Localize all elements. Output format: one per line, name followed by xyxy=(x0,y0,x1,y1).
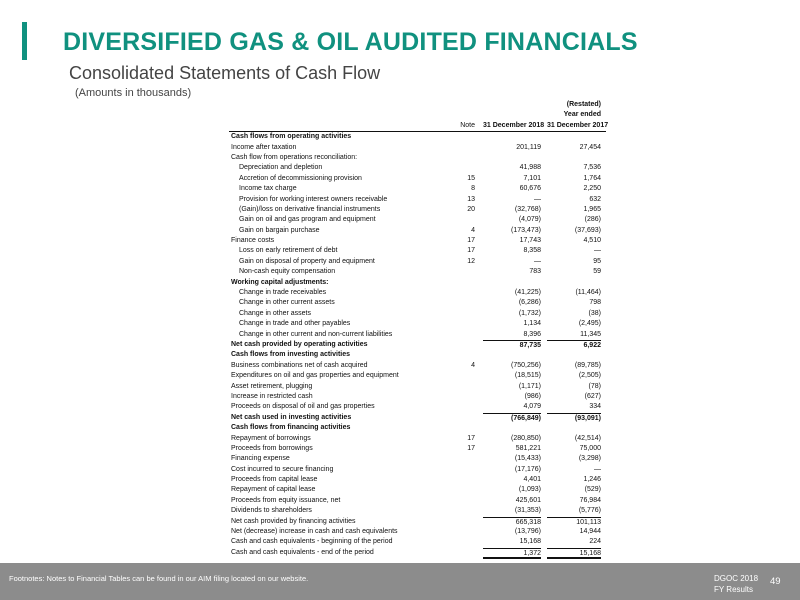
y2017-column-header: 31 December 2017 xyxy=(547,121,609,129)
row-label: Proceeds from borrowings xyxy=(231,444,313,452)
table-row xyxy=(229,475,606,485)
row-value-2017: 1,246 xyxy=(583,476,601,484)
table-row xyxy=(229,236,606,246)
row-label: Expenditures on oil and gas properties and equipment xyxy=(231,372,399,380)
row-value-2017: 798 xyxy=(589,299,601,307)
row-value-2018: — xyxy=(534,257,541,265)
row-value-2017: 75,000 xyxy=(579,444,601,452)
row-value-2017: 632 xyxy=(589,195,601,203)
table-row xyxy=(229,257,606,267)
table-row xyxy=(229,340,606,350)
row-value-2018: (1,171) xyxy=(518,382,541,390)
table-row xyxy=(229,444,606,454)
row-value-2017: 4,510 xyxy=(583,237,601,245)
table-row xyxy=(229,278,606,288)
row-value-2017: (286) xyxy=(584,216,601,224)
row-label: Non-cash equity compensation xyxy=(239,268,336,276)
row-value-2018: 1,372 xyxy=(483,548,541,559)
row-value-2017: (2,505) xyxy=(578,372,601,380)
row-value-2017: (11,464) xyxy=(575,289,601,297)
row-label: Dividends to shareholders xyxy=(231,507,312,515)
row-value-2017: 1,764 xyxy=(583,174,601,182)
row-value-2017: (78) xyxy=(588,382,601,390)
row-value-2017: (529) xyxy=(584,486,601,494)
row-label: Accretion of decommissioning provision xyxy=(239,174,362,182)
table-row xyxy=(229,298,606,308)
row-value-2017: (42,514) xyxy=(574,434,601,442)
restated-label: (Restated) xyxy=(566,101,601,108)
table-row xyxy=(229,402,606,412)
cash-flow-table xyxy=(229,100,609,558)
row-note: 15 xyxy=(467,174,475,182)
row-value-2018: (31,353) xyxy=(514,507,541,515)
table-row xyxy=(229,548,606,558)
row-value-2018: 60,676 xyxy=(519,185,541,193)
row-label: Proceeds from equity issuance, net xyxy=(231,496,341,504)
row-label: Repayment of capital lease xyxy=(231,486,316,494)
row-value-2017: (38) xyxy=(588,309,601,317)
table-row xyxy=(229,246,606,256)
table-row xyxy=(229,215,606,225)
row-value-2018: (18,515) xyxy=(514,372,541,380)
row-note: 17 xyxy=(467,237,475,245)
table-row xyxy=(229,267,606,277)
table-row xyxy=(229,163,606,173)
table-row xyxy=(229,319,606,329)
row-label: Depreciation and depletion xyxy=(239,164,323,172)
row-value-2018: 4,079 xyxy=(523,403,541,411)
row-value-2018: (6,286) xyxy=(518,299,541,307)
table-row xyxy=(229,506,606,516)
table-row xyxy=(229,205,606,215)
table-row xyxy=(229,143,606,153)
row-label: Asset retirement, plugging xyxy=(231,382,313,390)
row-label: Net cash provided by financing activities xyxy=(231,517,356,525)
row-value-2017: 11,345 xyxy=(580,330,601,338)
row-value-2018: (17,176) xyxy=(514,465,541,473)
row-label: Proceeds on disposal of oil and gas properties xyxy=(231,403,375,411)
row-value-2018: 17,743 xyxy=(519,237,541,245)
row-note: 4 xyxy=(471,361,475,369)
row-value-2018: 783 xyxy=(529,268,541,276)
units-note: (Amounts in thousands) xyxy=(75,87,192,99)
row-label: Financing expense xyxy=(231,455,290,463)
row-label: Gain on bargain purchase xyxy=(239,226,320,234)
row-label: Change in other current and non-current liabilities xyxy=(239,330,393,338)
row-value-2017: 2,250 xyxy=(583,185,601,193)
row-label: Cash flows from financing activities xyxy=(231,424,351,432)
table-row xyxy=(229,517,606,527)
table-row xyxy=(229,413,606,423)
title-accent-bar xyxy=(22,22,27,60)
footer-brand-line2: FY Results xyxy=(714,585,753,594)
table-row xyxy=(229,392,606,402)
row-label: Cash flow from operations reconciliation: xyxy=(231,153,358,161)
row-value-2017: 15,168 xyxy=(547,548,601,559)
row-label: Income tax charge xyxy=(239,185,297,193)
table-row xyxy=(229,184,606,194)
row-value-2018: (13,796) xyxy=(514,528,541,536)
table-row xyxy=(229,153,606,163)
row-note: 12 xyxy=(467,257,475,265)
footer-brand xyxy=(714,573,758,595)
note-column-header: Note xyxy=(460,121,475,129)
row-value-2018: 581,221 xyxy=(515,444,541,452)
row-label: Repayment of borrowings xyxy=(231,434,311,442)
row-label: Cost incurred to secure financing xyxy=(231,465,334,473)
row-value-2017: 14,944 xyxy=(579,528,601,536)
row-value-2018: (32,768) xyxy=(514,205,541,213)
row-value-2018: — xyxy=(534,195,541,203)
row-note: 4 xyxy=(471,226,475,234)
row-value-2018: (280,850) xyxy=(511,434,541,442)
restated-header-row xyxy=(229,100,606,110)
page-number: 49 xyxy=(770,576,781,587)
row-value-2017: (3,298) xyxy=(578,455,601,463)
row-note: 17 xyxy=(467,444,475,452)
row-value-2018: (15,433) xyxy=(514,455,541,463)
row-label: Net cash provided by operating activities xyxy=(231,340,368,348)
row-value-2018: 201,119 xyxy=(516,143,541,151)
table-row xyxy=(229,195,606,205)
table-row xyxy=(229,485,606,495)
row-label: Provision for working interest owners receivable xyxy=(239,195,388,203)
row-value-2018: (1,093) xyxy=(518,486,541,494)
table-row xyxy=(229,288,606,298)
row-label: Change in other assets xyxy=(239,309,311,317)
row-label: Cash and cash equivalents - end of the period xyxy=(231,548,374,556)
row-value-2018: (750,256) xyxy=(511,361,541,369)
row-value-2018: (173,473) xyxy=(511,226,541,234)
row-label: Change in trade receivables xyxy=(239,289,327,297)
table-row xyxy=(229,465,606,475)
row-value-2018: 87,735 xyxy=(483,340,541,351)
table-row xyxy=(229,361,606,371)
table-row xyxy=(229,226,606,236)
row-label: (Gain)/loss on derivative financial instruments xyxy=(239,205,381,213)
row-value-2017: — xyxy=(594,465,601,473)
row-value-2018: (766,849) xyxy=(483,413,541,424)
row-value-2018: 8,358 xyxy=(523,247,541,255)
row-value-2017: — xyxy=(594,247,601,255)
row-value-2018: 15,168 xyxy=(519,538,541,546)
row-label: Change in trade and other payables xyxy=(239,320,351,328)
row-value-2018: 425,601 xyxy=(515,496,541,504)
row-value-2017: 6,922 xyxy=(547,340,601,351)
row-label: Finance costs xyxy=(231,237,275,245)
row-label: Loss on early retirement of debt xyxy=(239,247,338,255)
row-value-2017: 334 xyxy=(589,403,601,411)
page-subtitle: Consolidated Statements of Cash Flow xyxy=(69,63,381,83)
table-row xyxy=(229,454,606,464)
table-row xyxy=(229,330,606,340)
table-row xyxy=(229,496,606,506)
row-value-2017: 76,984 xyxy=(579,496,601,504)
row-value-2018: 41,988 xyxy=(519,164,541,172)
row-value-2017: (5,776) xyxy=(578,507,601,515)
row-label: Proceeds from capital lease xyxy=(231,476,318,484)
row-value-2017: (627) xyxy=(584,392,601,400)
page-title: DIVERSIFIED GAS & OIL AUDITED FINANCIALS xyxy=(63,28,638,56)
footnote-text: Footnotes: Notes to Financial Tables can be found in our AIM filing located on our website. xyxy=(9,574,309,583)
table-row xyxy=(229,537,606,547)
row-note: 17 xyxy=(467,434,475,442)
row-value-2018: (41,225) xyxy=(514,289,541,297)
row-value-2017: 101,113 xyxy=(547,517,601,528)
footer-bar xyxy=(0,563,800,600)
row-label: Gain on disposal of property and equipment xyxy=(239,257,375,265)
row-label: Gain on oil and gas program and equipment xyxy=(239,216,376,224)
row-value-2018: (1,732) xyxy=(518,309,541,317)
row-value-2017: 27,454 xyxy=(579,143,601,151)
year-ended-label: Year ended xyxy=(563,111,601,119)
row-value-2017: (37,693) xyxy=(574,226,601,234)
row-label: Net cash used in investing activities xyxy=(231,413,352,421)
table-row xyxy=(229,434,606,444)
y2018-column-header: 31 December 2018 xyxy=(483,121,545,129)
table-row xyxy=(229,350,606,360)
table-row xyxy=(229,371,606,381)
row-label: Income after taxation xyxy=(231,143,297,151)
row-value-2017: 1,965 xyxy=(583,205,601,213)
table-row xyxy=(229,174,606,184)
row-value-2017: 224 xyxy=(589,538,601,546)
row-note: 13 xyxy=(467,195,475,203)
row-label: Business combinations net of cash acquired xyxy=(231,361,368,369)
row-value-2017: 59 xyxy=(593,268,601,276)
row-label: Cash and cash equivalents - beginning of the period xyxy=(231,538,393,546)
column-header-row xyxy=(229,121,609,132)
row-note: 8 xyxy=(471,185,475,193)
year-ended-header-row xyxy=(229,110,606,120)
row-value-2018: 1,134 xyxy=(523,320,541,328)
row-value-2017: 7,536 xyxy=(583,164,601,172)
row-value-2018: 8,396 xyxy=(523,330,541,338)
table-row xyxy=(229,132,606,142)
row-label: Cash flows from operating activities xyxy=(231,133,352,141)
row-value-2018: (986) xyxy=(524,392,541,400)
table-row xyxy=(229,423,606,433)
row-label: Change in other current assets xyxy=(239,299,335,307)
row-label: Net (decrease) increase in cash and cash equivalents xyxy=(231,528,398,536)
table-row xyxy=(229,527,606,537)
row-value-2018: 4,401 xyxy=(523,476,541,484)
row-value-2018: 7,101 xyxy=(523,174,541,182)
row-value-2017: 95 xyxy=(593,257,601,265)
row-note: 20 xyxy=(467,205,475,213)
row-value-2017: (93,091) xyxy=(547,413,601,424)
row-label: Cash flows from investing activities xyxy=(231,351,351,359)
table-row xyxy=(229,309,606,319)
row-value-2017: (89,785) xyxy=(574,361,601,369)
table-row xyxy=(229,382,606,392)
row-value-2018: 665,318 xyxy=(483,517,541,528)
row-value-2018: (4,079) xyxy=(518,216,541,224)
row-value-2017: (2,495) xyxy=(578,320,601,328)
row-note: 17 xyxy=(467,247,475,255)
footer-brand-line1: DGOC 2018 xyxy=(714,574,759,583)
table-body xyxy=(229,132,606,558)
row-label: Increase in restricted cash xyxy=(231,392,313,400)
row-label: Working capital adjustments: xyxy=(231,278,329,286)
